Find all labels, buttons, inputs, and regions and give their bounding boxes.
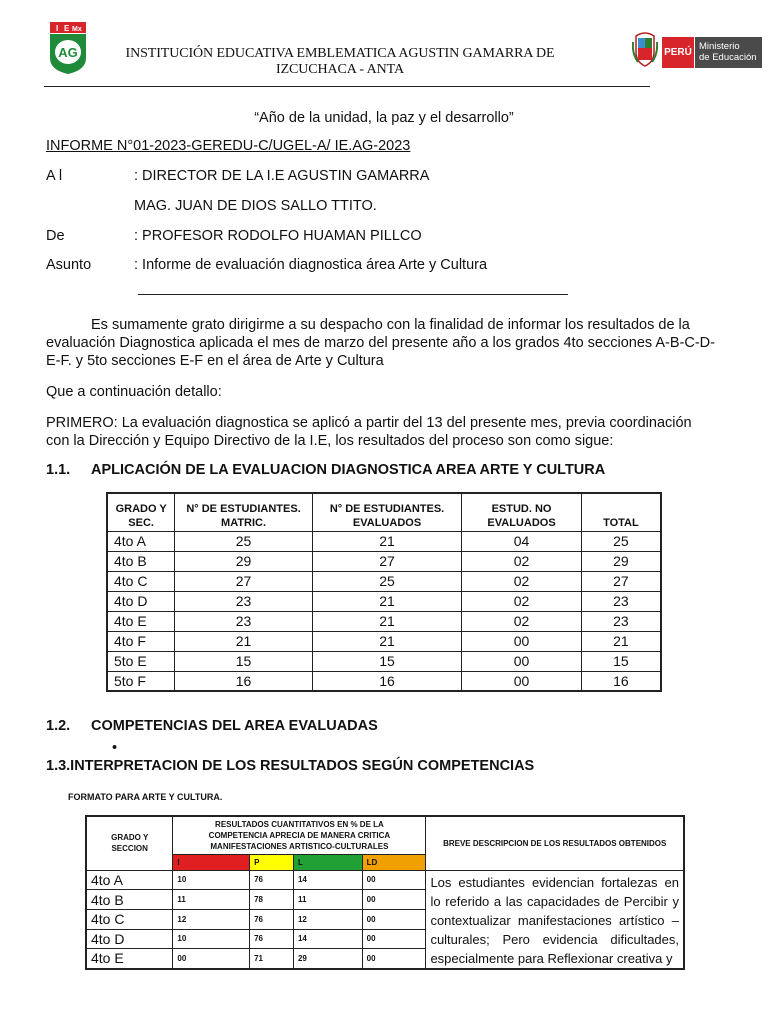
section-1-1-title: APLICACIÓN DE LA EVALUACION DIAGNOSTICA AREA ARTE Y CULTURA xyxy=(91,462,606,478)
section-1-1-number: 1.1. xyxy=(46,462,71,478)
cell-not-evaluated: 04 xyxy=(462,531,582,551)
ministry-logo xyxy=(632,28,762,76)
section-1-2-title: COMPETENCIAS DEL AREA EVALUADAS xyxy=(91,718,378,734)
level-ld: LD xyxy=(362,854,426,870)
cell-grade: 5to F xyxy=(107,671,175,691)
cell-grade: 4to C xyxy=(86,909,173,929)
peru-label: PERÚ xyxy=(662,37,694,68)
cell-level-ld: 00 xyxy=(362,870,426,890)
table-row xyxy=(86,870,684,890)
cell-enrolled: 15 xyxy=(175,651,313,671)
cell-not-evaluated: 00 xyxy=(462,671,582,691)
competency-results-table xyxy=(85,815,685,970)
cell-grade: 4to F xyxy=(107,631,175,651)
cell-level-l: 12 xyxy=(293,909,362,929)
from-label: De xyxy=(46,228,65,244)
table-row xyxy=(107,651,661,671)
cell-level-p: 76 xyxy=(250,909,294,929)
cell-level-i: 00 xyxy=(173,949,250,969)
cell-level-p: 78 xyxy=(250,890,294,910)
table-row xyxy=(107,611,661,631)
cell-grade: 4to B xyxy=(107,551,175,571)
cell-grade: 4to A xyxy=(86,870,173,890)
institution-name xyxy=(90,46,590,78)
document-header xyxy=(44,18,757,88)
bullet-point: • xyxy=(112,740,118,756)
cell-not-evaluated: 02 xyxy=(462,571,582,591)
cell-total: 15 xyxy=(581,651,661,671)
table-row xyxy=(107,631,661,651)
report-number: INFORME N°01-2023-GEREDU-C/UGEL-A/ IE.AG-2023 xyxy=(46,138,411,154)
to-value: : DIRECTOR DE LA I.E AGUSTIN GAMARRA xyxy=(134,168,430,184)
cell-level-ld: 00 xyxy=(362,929,426,949)
cell-enrolled: 29 xyxy=(175,551,313,571)
results-description: Los estudiantes evidencian fortalezas en lo referido a las capacidades de Percibir y contextualizar manifestaciones artístico – culturales; Pero evidencia dificultades, especialmente para Reflexionar creativa y xyxy=(426,870,684,969)
cell-level-l: 29 xyxy=(293,949,362,969)
cell-not-evaluated: 02 xyxy=(462,551,582,571)
cell-level-i: 10 xyxy=(173,929,250,949)
logo-letter-i: I xyxy=(56,24,59,33)
cell-evaluated: 21 xyxy=(312,611,461,631)
to-name: MAG. JUAN DE DIOS SALLO TTITO. xyxy=(134,198,377,214)
logo-letter-mx: Mx xyxy=(72,26,82,33)
level-l: L xyxy=(293,854,362,870)
ministry-label xyxy=(695,37,762,68)
cell-enrolled: 23 xyxy=(175,611,313,631)
cell-evaluated: 27 xyxy=(312,551,461,571)
cell-level-p: 76 xyxy=(250,929,294,949)
header-divider xyxy=(44,86,650,87)
col-header-evaluated: N° DE ESTUDIANTES. EVALUADOS xyxy=(312,493,461,531)
level-p: P xyxy=(250,854,294,870)
cell-not-evaluated: 00 xyxy=(462,651,582,671)
cell-total: 23 xyxy=(581,611,661,631)
cell-evaluated: 25 xyxy=(312,571,461,591)
cell-total: 25 xyxy=(581,531,661,551)
cell-level-l: 11 xyxy=(293,890,362,910)
cell-not-evaluated: 00 xyxy=(462,631,582,651)
cell-level-p: 76 xyxy=(250,870,294,890)
format-label: FORMATO PARA ARTE Y CULTURA. xyxy=(68,792,223,802)
level-i: I xyxy=(173,854,250,870)
cell-evaluated: 21 xyxy=(312,591,461,611)
section-1-2-heading xyxy=(46,718,378,734)
col-header-grade: GRADO Y SEC. xyxy=(107,493,175,531)
cell-grade: 4to B xyxy=(86,890,173,910)
subject-value: : Informe de evaluación diagnostica área Arte y Cultura xyxy=(134,257,488,273)
cell-enrolled: 21 xyxy=(175,631,313,651)
cell-grade: 5to E xyxy=(107,651,175,671)
cell-enrolled: 16 xyxy=(175,671,313,691)
cell-grade: 4to E xyxy=(107,611,175,631)
cell-not-evaluated: 02 xyxy=(462,611,582,631)
cell-grade: 4to D xyxy=(107,591,175,611)
cell-not-evaluated: 02 xyxy=(462,591,582,611)
cell-evaluated: 21 xyxy=(312,631,461,651)
cell-grade: 4to C xyxy=(107,571,175,591)
cell-enrolled: 23 xyxy=(175,591,313,611)
section-1-1-heading xyxy=(46,462,605,478)
cell-level-l: 14 xyxy=(293,870,362,890)
table-row xyxy=(107,531,661,551)
cell-total: 16 xyxy=(581,671,661,691)
cell-level-i: 10 xyxy=(173,870,250,890)
table-row xyxy=(107,671,661,691)
intro-paragraph: Es sumamente grato dirigirme a su despacho con la finalidad de informar los resultados de la evaluación Diagnostica aplicada el mes de marzo del presente año a los grados 4to secciones A-B-C-D-E-F. y 5to secciones E-F en el área de Arte y Cultura xyxy=(46,317,715,369)
col-header-enrolled: N° DE ESTUDIANTES. MATRIC. xyxy=(175,493,313,531)
cell-level-ld: 00 xyxy=(362,949,426,969)
t2-results-header: RESULTADOS CUANTITATIVOS EN % DE LA COMPETENCIA APRECIA DE MANERA CRITICA MANIFESTACIONES ARTISTICO-CULTURALES xyxy=(173,816,426,854)
t2-desc-header: BREVE DESCRIPCION DE LOS RESULTADOS OBTENIDOS xyxy=(426,816,684,870)
cell-total: 21 xyxy=(581,631,661,651)
cell-grade: 4to D xyxy=(86,929,173,949)
cell-total: 27 xyxy=(581,571,661,591)
institution-line-2: IZCUCHACA - ANTA xyxy=(276,62,404,77)
subject-divider xyxy=(138,294,568,295)
year-motto: “Año de la unidad, la paz y el desarrollo” xyxy=(254,110,514,126)
ministry-line-2: de Educación xyxy=(699,52,757,63)
cell-enrolled: 25 xyxy=(175,531,313,551)
section-1-3-heading: 1.3.INTERPRETACION DE LOS RESULTADOS SEGÚN COMPETENCIAS xyxy=(46,758,535,774)
detail-line: Que a continuación detallo: xyxy=(46,384,222,400)
ministry-line-1: Ministerio xyxy=(699,41,740,52)
cell-level-i: 12 xyxy=(173,909,250,929)
cell-level-ld: 00 xyxy=(362,890,426,910)
cell-total: 29 xyxy=(581,551,661,571)
t2-header-row xyxy=(86,816,684,854)
subject-label: Asunto xyxy=(46,257,92,273)
peru-coat-of-arms-icon xyxy=(632,28,658,68)
cell-total: 23 xyxy=(581,591,661,611)
col-header-not-evaluated: ESTUD. NO EVALUADOS xyxy=(462,493,582,531)
from-value: : PROFESOR RODOLFO HUAMAN PILLCO xyxy=(134,228,422,244)
col-header-total: TOTAL xyxy=(581,493,661,531)
cell-grade: 4to E xyxy=(86,949,173,969)
school-logo-icon xyxy=(48,22,88,74)
table-row xyxy=(107,551,661,571)
primero-paragraph: PRIMERO: La evaluación diagnostica se aplicó a partir del 13 del presente mes, previa coordinación con la Dirección y Equipo Directivo de la I.E, los resultados del proceso son como sigue: xyxy=(46,415,692,449)
cell-evaluated: 15 xyxy=(312,651,461,671)
logo-ag-text: AG xyxy=(58,45,78,60)
to-label: A l xyxy=(46,168,63,184)
table-row xyxy=(107,591,661,611)
cell-level-p: 71 xyxy=(250,949,294,969)
students-table xyxy=(106,492,662,692)
institution-line-1: INSTITUCIÓN EDUCATIVA EMBLEMATICA AGUSTIN GAMARRA DE xyxy=(125,46,555,61)
cell-grade: 4to A xyxy=(107,531,175,551)
cell-evaluated: 16 xyxy=(312,671,461,691)
cell-level-i: 11 xyxy=(173,890,250,910)
table-header-row xyxy=(107,493,661,531)
cell-level-l: 14 xyxy=(293,929,362,949)
logo-letter-e: E xyxy=(64,24,70,33)
section-1-2-number: 1.2. xyxy=(46,718,71,734)
cell-level-ld: 00 xyxy=(362,909,426,929)
t2-grade-header: GRADO Y SECCION xyxy=(86,816,173,870)
cell-enrolled: 27 xyxy=(175,571,313,591)
table-row xyxy=(107,571,661,591)
cell-evaluated: 21 xyxy=(312,531,461,551)
